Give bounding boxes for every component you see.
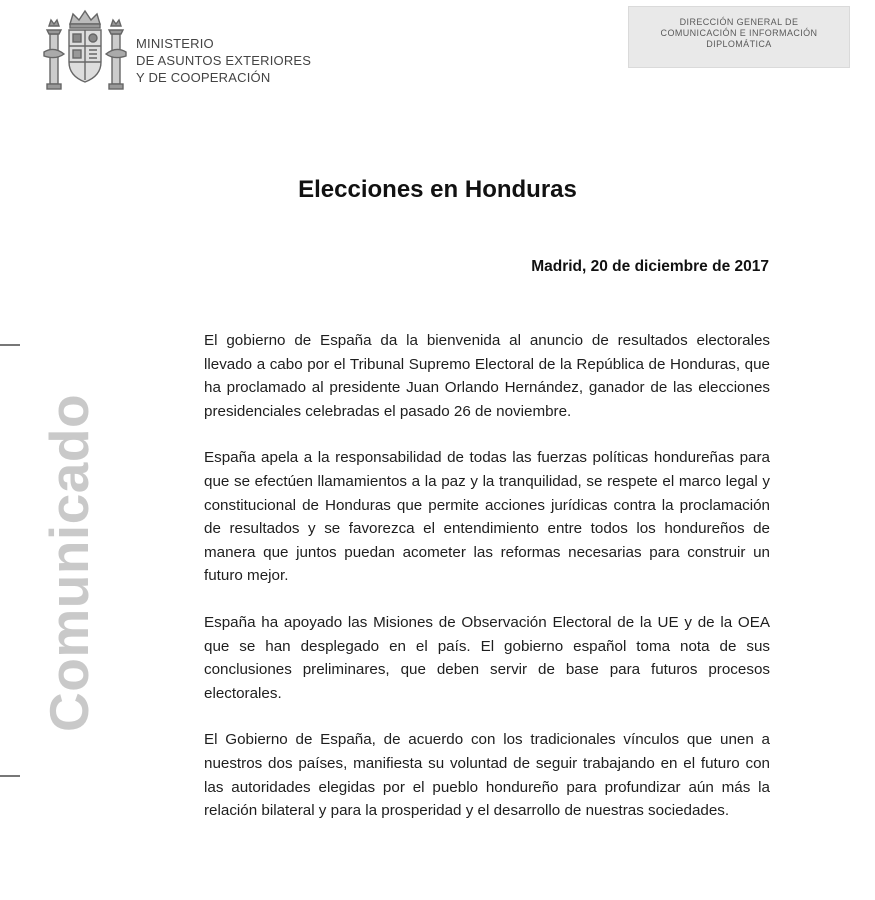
directorate-badge (628, 6, 850, 68)
side-divider (0, 344, 20, 346)
ministry-line: DE ASUNTOS EXTERIORES (136, 53, 312, 68)
coat-of-arms-icon (42, 6, 128, 98)
directorate-line: DIPLOMÁTICA (706, 39, 772, 49)
document-date: Madrid, 20 de diciembre de 2017 (531, 258, 769, 275)
body-paragraph: España ha apoyado las Misiones de Observación Electoral de la UE y de la OEA que se han desplegado en el país. El gobierno español toma nota de sus conclusiones preliminares, que deben servir de base para futuros procesos electorales. (204, 613, 770, 702)
document-body (204, 329, 770, 846)
body-paragraph: España apela a la responsabilidad de todas las fuerzas políticas hondureñas para que se efectúen llamamientos a la paz y la tranquilidad, se respete el marco legal y constitucional de Honduras que permite acciones jurídicas contra la proclamación de resultados y se favorezca el entendimiento entre todos los hondureños de manera que juntos puedan acometer las reformas necesarias para construir un futuro mejor. (204, 449, 770, 585)
directorate-line: COMUNICACIÓN E INFORMACIÓN (660, 28, 818, 38)
body-paragraph: El Gobierno de España, de acuerdo con los tradicionales vínculos que unen a nuestros dos países, manifiesta su voluntad de seguir trabajando en el futuro con las autoridades elegidas por el pueblo hondureño para profundizar aún más la relación bilateral y para la prosperidad y el desarrollo de nuestras sociedades. (204, 731, 770, 820)
ministry-line: MINISTERIO (136, 36, 214, 51)
communique-side-label: Comunicado (38, 393, 100, 732)
ministry-name (136, 35, 356, 86)
directorate-line: DIRECCIÓN GENERAL DE (679, 17, 799, 27)
document-title: Elecciones en Honduras (298, 176, 577, 203)
side-divider (0, 775, 20, 777)
ministry-line: Y DE COOPERACIÓN (136, 70, 271, 85)
body-paragraph: El gobierno de España da la bienvenida al anuncio de resultados electorales llevado a cabo por el Tribunal Supremo Electoral de la República de Honduras, que ha proclamado al presidente Juan Orlando Hernández, ganador de las elecciones presidenciales celebradas el pasado 26 de noviembre. (204, 332, 770, 420)
